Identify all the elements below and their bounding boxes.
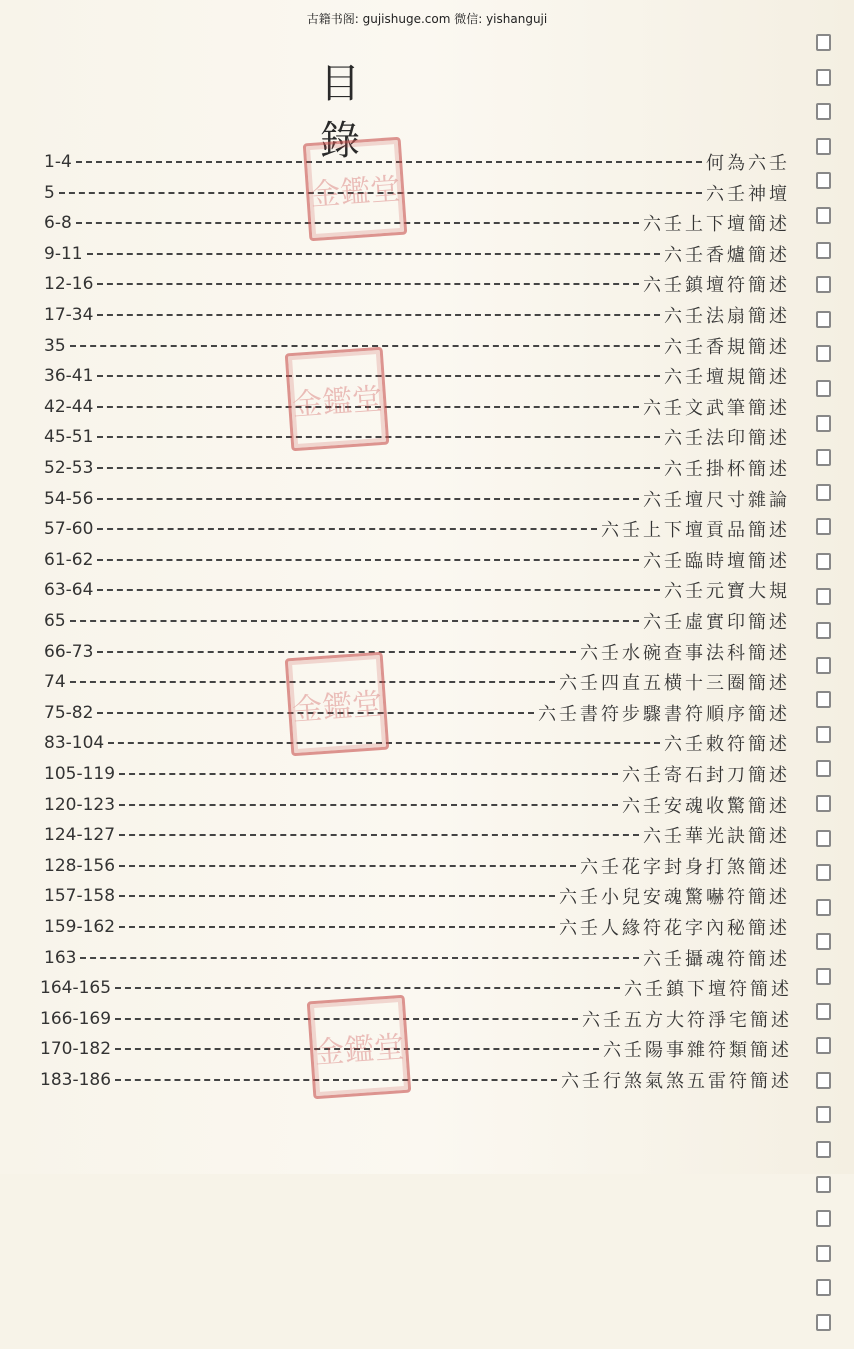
toc-entry-title: 六壬人緣符花字內秘簡述 <box>559 918 790 939</box>
toc-page-range: 124-127 <box>44 825 116 846</box>
toc-entry-title: 六壬香規簡述 <box>664 336 790 358</box>
toc-entry-title: 六壬華光訣簡述 <box>643 826 790 848</box>
toc-page-range: 66-73 <box>44 641 94 662</box>
binding-ring <box>816 899 831 916</box>
binding-ring <box>816 103 831 120</box>
toc-page-range: 170-182 <box>40 1039 112 1060</box>
binding-ring <box>816 1176 831 1193</box>
binding-ring <box>816 242 831 259</box>
binding-ring <box>816 1314 831 1331</box>
leader-dashes <box>119 773 618 775</box>
toc-entry-title: 六壬陽事雜符類簡述 <box>603 1040 792 1062</box>
toc-entry-title: 六壬書符步驟書符順序簡述 <box>538 703 790 725</box>
page-title: 目 錄 <box>320 61 412 164</box>
toc-page-range: 159-162 <box>44 917 116 937</box>
leader-dashes <box>70 345 660 347</box>
leader-dashes <box>119 865 576 867</box>
binding-ring <box>816 968 831 985</box>
toc-entry-title: 六壬法印簡述 <box>664 428 790 450</box>
seal-text: 金鑑堂 <box>291 686 384 729</box>
toc-entry <box>44 609 790 633</box>
binding-ring <box>816 449 831 466</box>
watermark: 古籍书阁: gujishuge.com 微信: yishanguji <box>306 12 548 26</box>
binding-ring <box>816 415 831 432</box>
toc-entry-title: 六壬法扇簡述 <box>664 306 790 327</box>
toc-entry-title: 六壬鎮壇符簡述 <box>643 275 790 297</box>
binding-ring <box>816 1003 831 1020</box>
binding-ring <box>816 933 831 950</box>
toc-entry-title: 六壬壇規簡述 <box>664 367 790 389</box>
toc-page-range: 17-34 <box>44 305 94 325</box>
toc-entry <box>44 456 790 480</box>
toc-entry <box>44 364 790 388</box>
toc-entry-title: 六壬上下壇貢品簡述 <box>601 520 790 542</box>
seal-stamp <box>285 652 390 757</box>
toc-page-range: 57-60 <box>44 519 94 540</box>
toc-entry <box>40 1037 792 1061</box>
toc-entry <box>44 334 790 358</box>
leader-dashes <box>70 620 639 622</box>
toc-page-range: 157-158 <box>44 886 116 907</box>
binding-ring <box>816 830 831 847</box>
toc-entry-title: 六壬虛實印簡述 <box>643 612 790 633</box>
toc-page-range: 5 <box>44 182 55 203</box>
toc-entry-title: 六壬安魂收驚簡述 <box>622 795 790 817</box>
binding-ring <box>816 657 831 674</box>
toc-entry-title: 六壬水碗查事法科簡述 <box>580 642 790 664</box>
toc-page-range: 6-8 <box>44 213 72 234</box>
toc-entry <box>44 242 790 266</box>
toc-page-range: 36-41 <box>44 366 94 387</box>
toc-entry <box>44 701 790 725</box>
toc-entry-title: 六壬香爐簡述 <box>664 244 790 266</box>
toc-entry-title: 六壬四直五横十三圈簡述 <box>559 673 790 695</box>
leader-dashes <box>119 834 639 836</box>
seal-stamp <box>285 347 390 452</box>
toc-page-range: 61-62 <box>44 549 94 570</box>
toc-entry-title: 六壬神壇 <box>706 183 790 205</box>
toc-page-range: 120-123 <box>44 794 116 815</box>
binding-ring <box>816 795 831 812</box>
binding-ring <box>816 276 831 293</box>
leader-dashes <box>119 926 555 928</box>
toc-page-range: 45-51 <box>44 427 94 448</box>
seal-stamp <box>303 137 408 242</box>
toc-entry <box>44 487 790 511</box>
toc-page-range: 52-53 <box>44 458 94 478</box>
leader-dashes <box>97 589 660 591</box>
binding-ring <box>816 1210 831 1227</box>
binding-ring <box>816 380 831 397</box>
toc-entry-title: 六壬壇尺寸雜論 <box>643 489 790 511</box>
binding-ring <box>816 207 831 224</box>
toc-entry <box>44 150 790 174</box>
toc-entry <box>44 946 790 970</box>
toc-entry <box>44 640 790 664</box>
toc-entry <box>44 915 790 939</box>
leader-dashes <box>87 253 660 255</box>
toc-entry-title: 六壬寄石封刀簡述 <box>622 765 790 786</box>
binding-ring <box>816 311 831 328</box>
toc-entry-title: 何為六壬 <box>706 153 790 174</box>
toc-entry-title: 六壬花字封身打煞簡述 <box>580 856 790 878</box>
toc-entry-title: 六壬上下壇簡述 <box>643 214 790 236</box>
binding-ring <box>816 691 831 708</box>
binding-ring <box>816 1141 831 1158</box>
toc-entry <box>44 854 790 878</box>
toc-page-range: 9-11 <box>44 243 83 264</box>
toc-entry <box>44 211 790 235</box>
toc-page-range: 35 <box>44 335 66 356</box>
binding-ring <box>816 588 831 605</box>
toc-entry <box>44 303 790 327</box>
leader-dashes <box>97 651 576 653</box>
binding-ring <box>816 1106 831 1123</box>
toc-page-range: 83-104 <box>44 733 105 754</box>
toc-entry-title: 六壬小兒安魂驚嚇符簡述 <box>559 887 790 909</box>
leader-dashes <box>80 957 639 959</box>
toc-entry <box>44 272 790 296</box>
toc-page-range: 75-82 <box>44 702 94 723</box>
binding-ring <box>816 1037 831 1054</box>
binding-ring <box>816 34 831 51</box>
binding-ring <box>816 760 831 777</box>
toc-page-range: 105-119 <box>44 764 116 784</box>
leader-dashes <box>97 528 597 530</box>
toc-page-range: 164-165 <box>40 978 112 999</box>
seal-text: 金鑑堂 <box>291 381 384 424</box>
leader-dashes <box>97 467 660 469</box>
toc-entry-title: 六壬行煞氣煞五雷符簡述 <box>561 1071 792 1092</box>
toc-entry-title: 六壬臨時壇簡述 <box>643 550 790 572</box>
toc-entry <box>44 731 790 755</box>
toc-page-range: 63-64 <box>44 580 94 601</box>
leader-dashes <box>97 314 660 316</box>
toc-page-range: 128-156 <box>44 855 116 876</box>
toc-entry <box>44 425 790 449</box>
binding-ring <box>816 172 831 189</box>
binding-ring <box>816 518 831 535</box>
toc-entry-title: 六壬敕符簡述 <box>664 734 790 756</box>
seal-text: 金鑑堂 <box>313 1029 406 1072</box>
binding-ring <box>816 138 831 155</box>
toc-entry <box>44 762 790 786</box>
toc-page-range: 42-44 <box>44 396 94 417</box>
leader-dashes <box>119 895 555 897</box>
toc-entry <box>44 578 790 602</box>
toc-entry-title: 六壬元寶大規 <box>664 581 790 603</box>
toc-entry <box>44 181 790 205</box>
toc-entry <box>44 517 790 541</box>
toc-page-range: 183-186 <box>40 1070 112 1090</box>
toc-page-range: 65 <box>44 611 66 631</box>
binding-ring <box>816 1072 831 1089</box>
binding-ring <box>816 1279 831 1296</box>
binding-ring <box>816 726 831 743</box>
binding-ring <box>816 864 831 881</box>
binding-ring <box>816 345 831 362</box>
toc-entry <box>44 670 790 694</box>
toc-entry-title: 六壬掛杯簡述 <box>664 459 790 480</box>
toc-entry <box>40 1068 792 1092</box>
binding-ring <box>816 484 831 501</box>
leader-dashes <box>119 804 618 806</box>
toc-page-range: 166-169 <box>40 1008 112 1029</box>
leader-dashes <box>97 559 639 561</box>
toc-entry <box>44 548 790 572</box>
toc-entry <box>40 1007 792 1031</box>
binding-ring <box>816 1245 831 1262</box>
toc-page-range: 163 <box>44 947 77 968</box>
leader-dashes <box>97 498 639 500</box>
binding-ring <box>816 553 831 570</box>
binding-rings <box>816 34 832 1349</box>
toc-entry-title: 六壬五方大符淨宅簡述 <box>582 1009 792 1031</box>
toc-page-range: 54-56 <box>44 488 94 509</box>
toc-page-range: 1-4 <box>44 152 72 172</box>
toc-entry <box>44 823 790 847</box>
leader-dashes <box>97 283 639 285</box>
toc-page-range: 12-16 <box>44 274 94 295</box>
binding-ring <box>816 69 831 86</box>
toc-entry-title: 六壬攝魂符簡述 <box>643 948 790 970</box>
seal-stamp <box>307 995 412 1100</box>
toc-entry <box>44 884 790 908</box>
toc-entry <box>44 793 790 817</box>
seal-text: 金鑑堂 <box>309 171 402 214</box>
toc-entry <box>40 976 792 1000</box>
toc-entry <box>44 395 790 419</box>
toc-entry-title: 六壬鎮下壇符簡述 <box>624 979 792 1001</box>
toc-page-range: 74 <box>44 672 66 693</box>
toc-entry-title: 六壬文武筆簡述 <box>643 397 790 419</box>
binding-ring <box>816 622 831 639</box>
leader-dashes <box>115 987 620 989</box>
